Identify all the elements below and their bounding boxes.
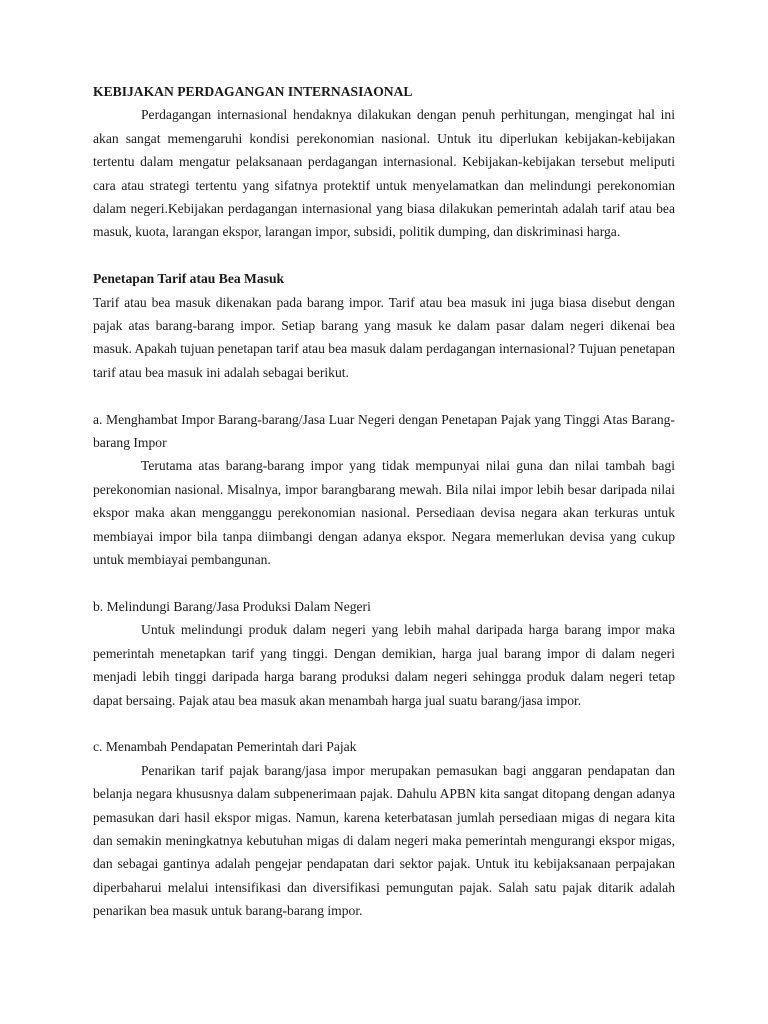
intro-paragraph: Perdagangan internasional hendaknya dilakukan dengan penuh perhitungan, mengingat hal ini akan sangat memengaruhi kondisi perekonomian nasional. Untuk itu diperlukan kebijakan-kebijakan tertentu dalam mengatur pelaksanaan perdagangan internasional. Kebijakan-kebijakan tersebut meliputi cara atau strategi tertentu yang sifatnya protektif untuk menyelamatkan dan melindungi perekonomian dalam negeri.Kebijakan perdagangan internasional yang biasa dilakukan pemerintah adalah tarif atau bea masuk, kuota, larangan ekspor, larangan impor, subsidi, politik dumping, dan diskriminasi harga.: [93, 107, 675, 240]
point-c-paragraph: Penarikan tarif pajak barang/jasa impor merupakan pemasukan bagi anggaran pendapatan dan belanja negara khususnya dalam subpenerimaan pajak. Dahulu APBN kita sangat ditopang dengan adanya pemasukan dari hasil ekspor migas. Namun, karena keterbatasan jumlah persediaan migas di negara kita dan semakin meningkatnya kebutuhan migas di dalam negeri maka pemerintah mengurangi ekspor migas, dan sebagai gantinya adalah pengejar pendapatan dari sektor pajak. Untuk itu kebijaksanaan perpajakan diperbaharui melalui intensifikasi dan diversifikasi pemungutan pajak. Salah satu pajak ditarik adalah penarikan bea masuk untuk barang-barang impor.: [93, 762, 675, 919]
document-title: KEBIJAKAN PERDAGANGAN INTERNASIAONAL: [93, 84, 413, 99]
point-c-heading: c. Menambah Pendapatan Pemerintah dari Pajak: [93, 739, 357, 755]
point-a-paragraph: Terutama atas barang-barang impor yang tidak mempunyai nilai guna dan nilai tambah bagi perekonomian nasional. Misalnya, impor barangbarang mewah. Bila nilai impor lebih besar daripada nilai ekspor maka akan mengganggu perekonomian nasional. Persediaan devisa negara akan terkuras untuk membiayai impor bila tanpa diimbangi dengan adanya ekspor. Negara memerlukan devisa yang cukup untuk membiayai pembangunan.: [93, 458, 675, 568]
point-b-heading: b. Melindungi Barang/Jasa Produksi Dalam Negeri: [93, 598, 371, 614]
spacer: [93, 384, 675, 407]
document-body: [93, 80, 675, 923]
spacer: [93, 712, 675, 735]
point-a-heading: a. Menghambat Impor Barang-barang/Jasa Luar Negeri dengan Penetapan Pajak yang Tinggi Atas Barang-barang Impor: [93, 411, 675, 451]
point-b-paragraph: Untuk melindungi produk dalam negeri yang lebih mahal daripada harga barang impor maka pemerintah menetapkan tarif yang tinggi. Dengan demikian, harga jual barang impor di dalam negeri menjadi lebih tinggi daripada harga barang produksi dalam negeri sehingga produk dalam negeri tetap dapat bersaing. Pajak atau bea masuk akan menambah harga jual suatu barang/jasa impor.: [93, 622, 675, 708]
section-heading: Penetapan Tarif atau Bea Masuk: [93, 271, 285, 287]
section-intro-paragraph: Tarif atau bea masuk dikenakan pada barang impor. Tarif atau bea masuk ini juga biasa disebut dengan pajak atas barang-barang impor. Setiap barang yang masuk ke dalam pasar dalam negeri dikenai bea masuk. Apakah tujuan penetapan tarif atau bea masuk dalam perdagangan internasional? Tujuan penetapan tarif atau bea masuk ini adalah sebagai berikut.: [93, 294, 675, 380]
spacer: [93, 244, 675, 267]
spacer: [93, 572, 675, 595]
